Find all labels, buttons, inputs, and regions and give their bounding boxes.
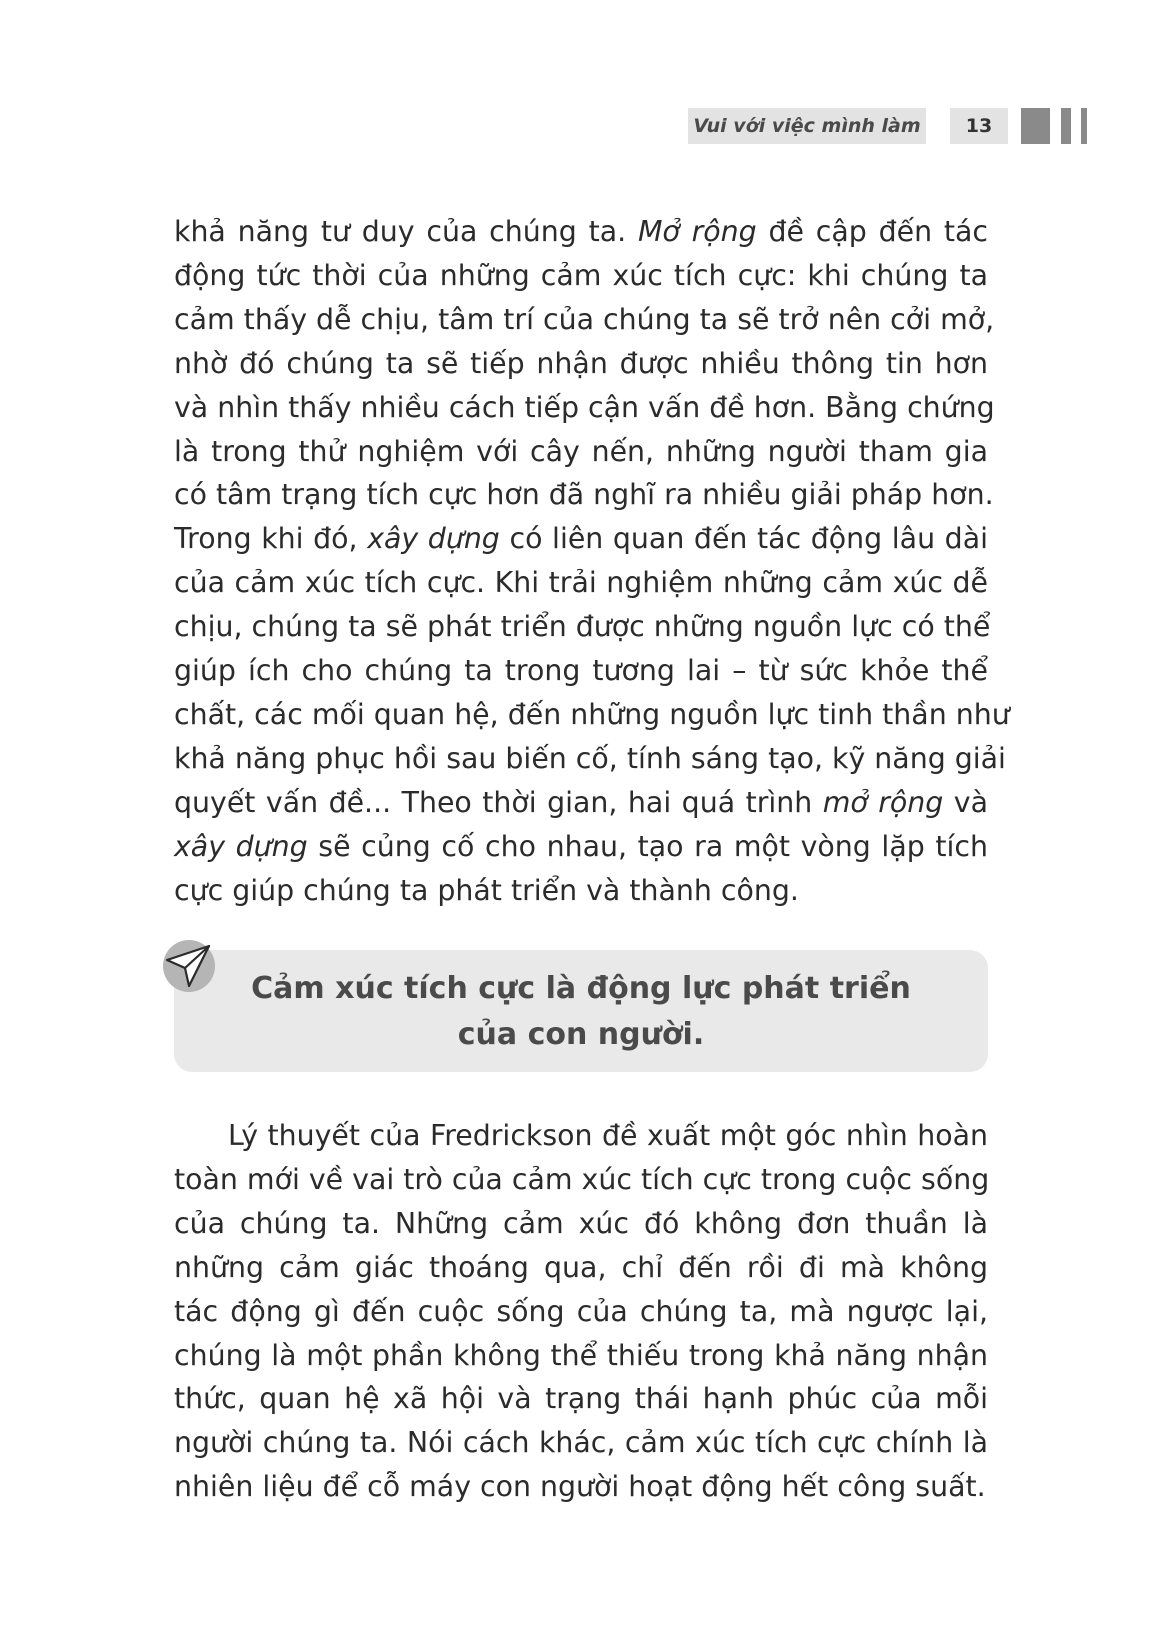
- emphasized-term: mở rộng: [822, 785, 944, 819]
- text-line: [174, 517, 988, 561]
- text-line: [174, 561, 988, 605]
- text-run: và nhìn thấy nhiều cách tiếp cận vấn đề hơn. Bằng chứng: [174, 390, 995, 424]
- text-line: [174, 825, 988, 869]
- emphasized-term: xây dựng: [174, 829, 308, 863]
- text-run: giúp ích cho chúng ta trong tương lai – từ sức khỏe thể: [174, 654, 988, 688]
- header-decor-bar: [1061, 108, 1071, 144]
- text-line: [174, 1246, 988, 1290]
- text-run: đề cập đến tác: [756, 215, 988, 248]
- text-run: thức, quan hệ xã hội và trạng thái hạnh phúc của mỗi: [174, 1382, 988, 1416]
- text-run: nhiên liệu để cỗ máy con người hoạt động hết công suất.: [174, 1470, 986, 1504]
- header-decor-bar: [1081, 108, 1087, 144]
- text-line: [174, 1114, 988, 1158]
- text-run: là trong thử nghiệm với cây nến, những người tham gia: [174, 434, 988, 468]
- running-header-title: Vui với việc mình làm: [688, 108, 926, 144]
- text-run: có tâm trạng tích cực hơn đã nghĩ ra nhiều giải pháp hơn.: [174, 478, 994, 512]
- text-line: [174, 342, 988, 386]
- text-line: [174, 473, 994, 517]
- text-line: [174, 869, 988, 913]
- text-line: [174, 1465, 988, 1509]
- text-run: Lý thuyết của Fredrickson đề xuất một góc nhìn hoàn: [228, 1119, 988, 1152]
- body-paragraph-2: [174, 1114, 988, 1509]
- page-number: 13: [950, 108, 1008, 144]
- text-run: Trong khi đó,: [174, 522, 368, 556]
- text-run: khả năng tư duy của chúng ta.: [174, 215, 638, 248]
- text-line: [174, 737, 1006, 781]
- text-run: sẽ củng cố cho nhau, tạo ra một vòng lặp tích: [307, 829, 988, 863]
- text-line: [174, 210, 988, 254]
- text-run: tác động gì đến cuộc sống của chúng ta, mà ngược lại,: [174, 1294, 988, 1328]
- emphasized-term: xây dựng: [367, 522, 500, 556]
- text-line: [174, 605, 991, 649]
- text-run: cảm thấy dễ chịu, tâm trí của chúng ta sẽ trở nên cởi mở,: [174, 302, 995, 336]
- text-line: [174, 430, 988, 474]
- text-run: khả năng phục hồi sau biến cố, tính sáng tạo, kỹ năng giải: [174, 741, 1006, 775]
- pull-quote-line: Cảm xúc tích cực là động lực phát triển: [251, 971, 911, 1006]
- text-line: [174, 1202, 988, 1246]
- pull-quote-box: [174, 950, 988, 1072]
- text-run: và: [943, 785, 988, 819]
- text-run: toàn mới về vai trò của cảm xúc tích cực trong cuộc sống: [174, 1162, 990, 1196]
- text-run: của cảm xúc tích cực. Khi trải nghiệm những cảm xúc dễ: [174, 566, 988, 600]
- text-run: cực giúp chúng ta phát triển và thành công.: [174, 873, 799, 907]
- text-line: [174, 1334, 988, 1378]
- text-run: của chúng ta. Những cảm xúc đó không đơn thuần là: [174, 1206, 988, 1240]
- text-run: động tức thời của những cảm xúc tích cực: khi chúng ta: [174, 258, 988, 292]
- header-decor-bar: [1021, 108, 1050, 144]
- text-run: nhờ đó chúng ta sẽ tiếp nhận được nhiều thông tin hơn: [174, 346, 988, 380]
- pull-quote-text: [174, 966, 988, 1058]
- text-line: [174, 781, 988, 825]
- text-run: chất, các mối quan hệ, đến những nguồn lực tinh thần như: [174, 697, 1010, 731]
- body-paragraph-1: [174, 210, 1010, 913]
- text-line: [174, 298, 995, 342]
- text-run: chúng là một phần không thể thiếu trong khả năng nhận: [174, 1338, 988, 1372]
- text-line: [174, 254, 988, 298]
- text-line: [174, 1158, 988, 1202]
- text-line: [174, 1290, 988, 1334]
- text-line: [174, 1377, 988, 1421]
- text-line: [174, 693, 1010, 737]
- text-line: [174, 386, 995, 430]
- text-line: [174, 649, 988, 693]
- pull-quote-line: của con người.: [457, 1017, 705, 1052]
- paper-plane-icon: [161, 938, 217, 994]
- text-run: quyết vấn đề... Theo thời gian, hai quá trình: [174, 785, 823, 819]
- text-run: có liên quan đến tác động lâu dài: [499, 522, 988, 556]
- text-line: [174, 1421, 988, 1465]
- text-run: những cảm giác thoáng qua, chỉ đến rồi đi mà không: [174, 1250, 988, 1284]
- text-run: người chúng ta. Nói cách khác, cảm xúc tích cực chính là: [174, 1426, 988, 1460]
- text-run: chịu, chúng ta sẽ phát triển được những nguồn lực có thể: [174, 610, 991, 644]
- emphasized-term: Mở rộng: [637, 215, 757, 248]
